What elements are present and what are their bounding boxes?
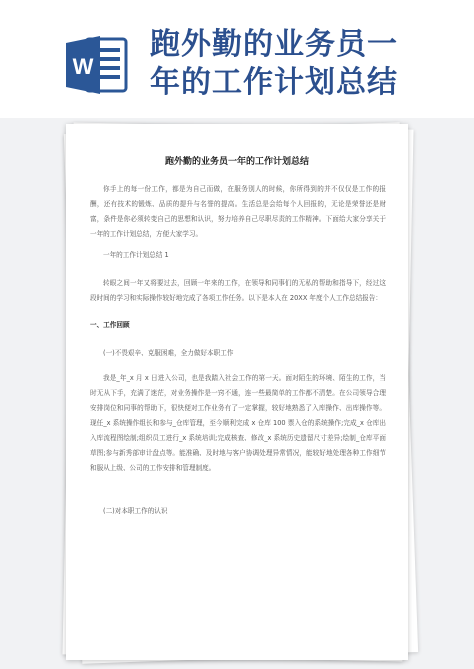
section-heading-1: 一、工作回顾 bbox=[90, 321, 130, 329]
subsection-heading-1: (一)不畏艰辛、克服困难，全力做好本职工作 bbox=[103, 349, 234, 357]
intro-paragraph: 你手上的每一份工作，都是为自己而做，在服务别人的时候，你所得到的并不仅仅是工作的报酬，还有技术的锻炼、品质的提升与名誉的提高。生活总是会给每个人回报的，无论是荣誉还是财富，条件是你必须转变自己的思想和认识，努力培养自己尽职尽责的工作精神。下面给大家分享关于一年的工作计划总结，方便大家学习。 bbox=[90, 185, 386, 238]
paragraph-2: 我是_年_x 月 x 日进入公司，也是我踏入社会工作的第一天。面对陌生的环境、陌生的工作，当时无从下手，充满了迷茫，对业务操作是一窍不通，连一些最简单的工作都不清楚。在公司领导合理安排岗位和同事的帮助下，很快便对工作业务有了一定掌握，较好地熟悉了入库操作、出库操作等。现任_x 系统操作组长和参与_仓库管理，至今顺利完成 x 仓库 100 票入仓的系统操作;完成_x 仓库出入库流程图绘制;组织员工进行_x 系统培训;完成核查、修改_x 系统历史遗留尺寸差异;绘制_仓库平面草图;参与新秀部审计盘点等。能准确、及时地与客户协调处理异常情况，能较好地处理各种工作细节和服从上级、公司的工作安排和管理制度。 bbox=[90, 374, 386, 472]
subsection-heading-2: (二)对本职工作的认识 bbox=[103, 507, 168, 515]
document-title: 跑外勤的业务员一年的工作计划总结 bbox=[164, 157, 309, 167]
summary-subtitle: 一年的工作计划总结 1 bbox=[103, 251, 169, 259]
hero-title-line-2: 年的工作计划总结 bbox=[150, 65, 398, 100]
word-logo-letter: W bbox=[72, 54, 94, 79]
word-document-icon bbox=[62, 30, 132, 100]
document-page bbox=[66, 124, 408, 660]
hero-title bbox=[150, 26, 470, 102]
header-banner bbox=[0, 0, 474, 118]
hero-title-line-1: 跑外勤的业务员一 bbox=[150, 27, 398, 62]
paragraph-1: 转眼之间一年又将要过去，回顾一年来的工作，在领导和同事们的无私的帮助和指导下，经过这段时间的学习和实际操作较好地完成了各项工作任务。以下是本人在 20XX 年度个人工作总结报告： bbox=[90, 279, 386, 302]
